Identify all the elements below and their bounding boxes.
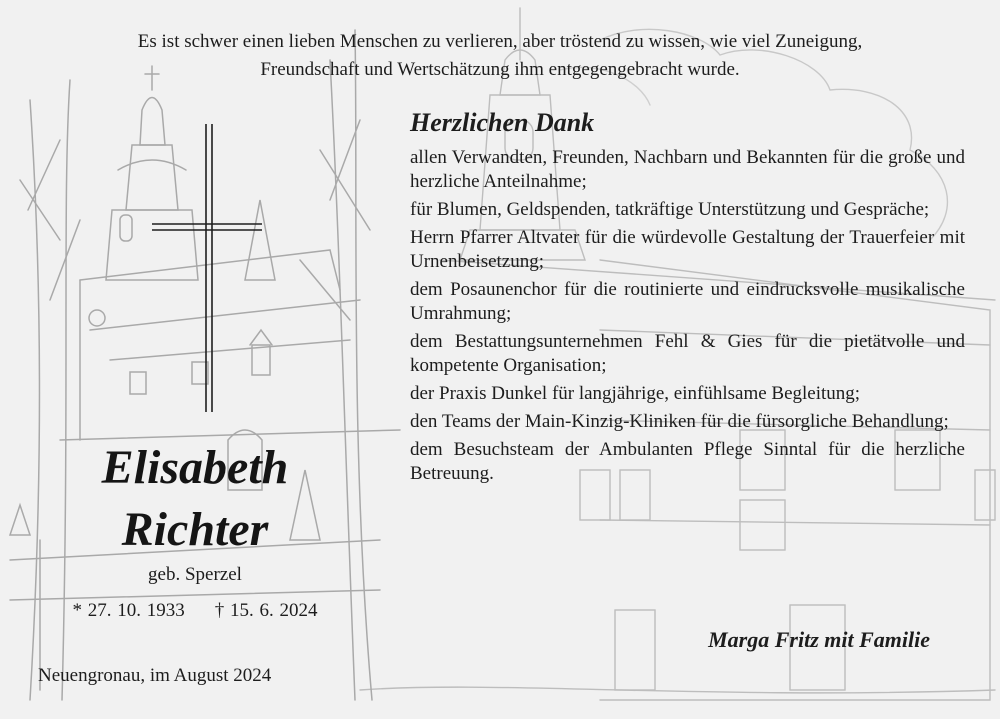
life-dates xyxy=(20,598,370,624)
cross-icon xyxy=(150,124,270,414)
thanks-item: dem Bestattungsunternehmen Fehl & Gies für die pietätvolle und kompetente Organisation; xyxy=(410,331,965,376)
thanks-item: Herrn Pfarrer Altvater für die würdevolle Gestaltung der Trauerfeier mit Urnenbeisetzung; xyxy=(410,227,965,272)
thanks-list xyxy=(410,146,965,490)
first-name: Elisabeth xyxy=(101,441,289,494)
thanks-item: den Teams der Main-Kinzig-Kliniken für die fürsorgliche Behandlung; xyxy=(410,411,949,432)
thanks-title: Herzlichen Dank xyxy=(410,108,595,137)
thanks-item: für Blumen, Geldspenden, tatkräftige Unterstützung und Gespräche; xyxy=(410,199,930,220)
intro-line-1: Es ist schwer einen lieben Menschen zu verlieren, aber tröstend zu wissen, wie viel Zuneigung, xyxy=(137,31,863,52)
thanks-item: dem Besuchsteam der Ambulanten Pflege Sinntal für die herzliche Betreuung. xyxy=(410,439,965,484)
maiden-name: geb. Sperzel xyxy=(148,564,242,585)
intro-quote xyxy=(20,28,980,84)
intro-line-2: Freundschaft und Wertschätzung ihm entgegengebracht wurde. xyxy=(260,59,740,80)
last-name: Richter xyxy=(121,503,269,556)
signature: Marga Fritz mit Familie xyxy=(708,627,930,652)
thanks-item: allen Verwandten, Freunden, Nachbarn und Bekannten für die große und herzliche Anteilnahme; xyxy=(410,147,965,192)
thanks-item: dem Posaunenchor für die routinierte und eindrucksvolle musikalische Umrahmung; xyxy=(410,279,965,324)
thanks-item: der Praxis Dunkel für langjährige, einfühlsame Begleitung; xyxy=(410,383,861,404)
place-date: Neuengronau, im August 2024 xyxy=(38,665,272,686)
birth-date: * 27. 10. 1933 xyxy=(72,600,185,621)
death-date: † 15. 6. 2024 xyxy=(214,600,318,621)
